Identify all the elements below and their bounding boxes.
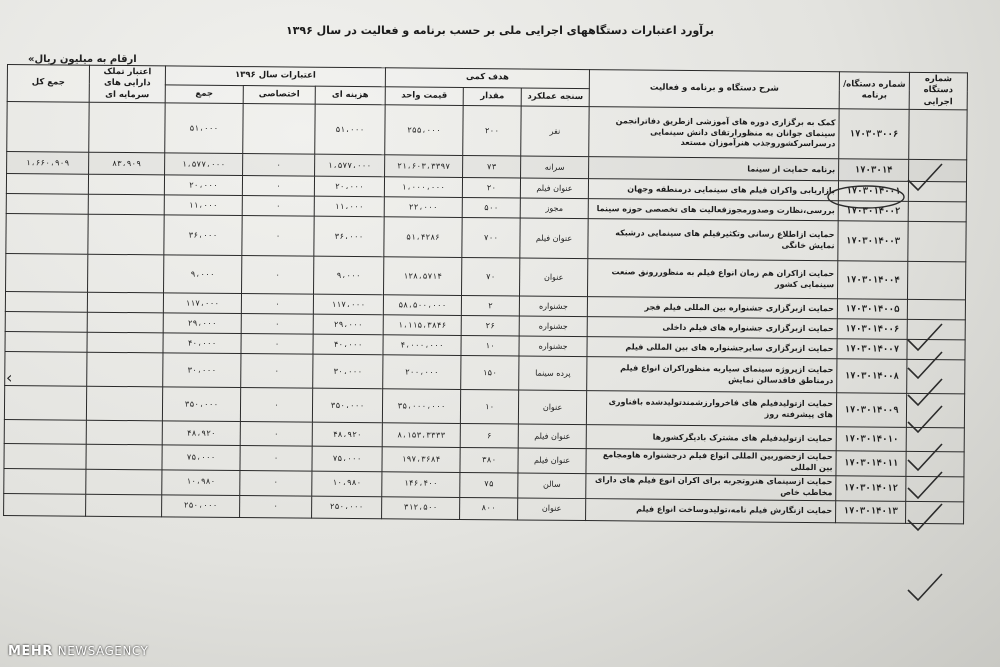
total-cell: ۵۱،۰۰۰ [165, 103, 243, 154]
measure-cell: عنوان فیلم [520, 178, 588, 199]
national-cell: ۱،۵۷۷،۰۰۰ [315, 155, 385, 178]
special-cell: ۰ [240, 495, 312, 518]
grand-total-cell [6, 254, 88, 293]
budget-table [3, 64, 968, 524]
unit-cost-cell: ۲۰۰،۰۰۰ [383, 355, 461, 390]
unit-cost-cell: ۱۹۷،۳۶۸۴ [382, 447, 460, 472]
special-cell: ۰ [241, 314, 313, 335]
table-row [7, 102, 967, 160]
quantity-cell: ۷۳ [463, 156, 521, 179]
th-description: شرح دستگاه و برنامه و فعالیت [589, 70, 839, 110]
description-cell: حمایت ازبرگزاری جشنواره های فیلم داخلی [587, 317, 837, 339]
program-no-cell: ۱۷۰۳۰۱۴۰۱۱ [836, 451, 906, 476]
quantity-cell: ۱۰ [460, 390, 518, 425]
total-cell: ۱۱۷،۰۰۰ [163, 293, 241, 314]
unit-cost-cell: ۲۱،۶۰۳،۳۳۹۷ [385, 155, 463, 178]
grand-total-cell [6, 194, 88, 215]
margin-mark: ‹ [6, 368, 13, 387]
total-cell: ۱۰،۹۸۰ [162, 470, 240, 495]
th-program-no: شماره دستگاه/ برنامه [839, 72, 909, 110]
quantity-cell: ۸۰۰ [460, 497, 518, 520]
th-measure: سنجه عملکرد [521, 88, 589, 107]
total-cell: ۱،۵۷۷،۰۰۰ [165, 153, 243, 176]
program-no-cell: ۱۷۰۳۰۱۴۰۰۳ [838, 221, 908, 262]
unit-cost-cell: ۳۵،۰۰۰،۰۰۰ [382, 389, 460, 424]
description-cell: حمایت ازحضوربین المللی انواع فیلم درجشنواره هاومجامع بین المللی [586, 449, 836, 476]
special-cell: ۰ [242, 216, 314, 257]
unit-cost-cell: ۱،۰۰۰،۰۰۰ [384, 177, 462, 198]
grand-total-cell [4, 493, 86, 516]
th-total: جمع [165, 85, 243, 104]
quantity-cell: ۲۶ [461, 316, 519, 337]
total-cell: ۳۰،۰۰۰ [163, 353, 241, 388]
description-cell: حمایت ازبرگزاری جشنواره بین المللی فیلم فجر [587, 297, 837, 319]
measure-cell: عنوان [518, 498, 586, 521]
total-cell: ۹،۰۰۰ [164, 255, 242, 294]
th-credits: اعتبارات سال ۱۳۹۶ [165, 66, 385, 87]
device-no-cell [906, 476, 964, 501]
device-no-cell [907, 300, 965, 321]
watermark-suffix: NEWSAGENCY [57, 644, 149, 658]
quantity-cell: ۲۰۰ [463, 106, 521, 157]
national-cell: ۳۶،۰۰۰ [314, 217, 384, 258]
special-cell: ۰ [240, 446, 312, 471]
measure-cell: مجوز [520, 198, 588, 219]
capital-cell [87, 293, 163, 314]
quantity-cell: ۷۰ [462, 258, 520, 297]
capital-cell [88, 195, 164, 216]
capital-cell [89, 103, 165, 154]
device-no-cell [908, 202, 966, 223]
total-cell: ۳۶،۰۰۰ [164, 215, 242, 256]
unit-cost-cell: ۵۸،۵۰۰،۰۰۰ [383, 295, 461, 316]
measure-cell: عنوان فیلم [520, 218, 588, 259]
quantity-cell: ۷۰۰ [462, 218, 520, 259]
national-cell: ۲۹،۰۰۰ [313, 315, 383, 336]
capital-cell [86, 494, 162, 517]
measure-cell: جشنواره [519, 296, 587, 317]
grand-total-cell [4, 386, 86, 421]
special-cell: ۰ [240, 422, 312, 447]
capital-cell [87, 333, 163, 354]
capital-cell [86, 387, 162, 422]
program-no-cell: ۱۷۰۳۰۱۴۰۰۹ [836, 393, 906, 428]
program-no-cell: ۱۷۰۳۰۱۴۰۱۳ [836, 500, 906, 523]
program-no-cell: ۱۷۰۳۰۱۴۰۰۷ [837, 339, 907, 360]
grand-total-cell [4, 420, 86, 445]
device-no-cell [906, 501, 964, 524]
national-cell: ۴۸،۹۲۰ [312, 423, 382, 448]
measure-cell: عنوان [518, 390, 586, 425]
special-cell [243, 104, 315, 155]
quantity-cell: ۷۵ [460, 472, 518, 497]
unit-cost-cell: ۸،۱۵۳،۳۳۳۳ [382, 423, 460, 448]
device-no-cell [907, 340, 965, 361]
grand-total-cell: ۱،۶۶۰،۹۰۹ [7, 152, 89, 175]
description-cell: بازاریابی واکران فیلم های سینمایی درمنطقه وجهان [588, 179, 838, 201]
program-no-cell: ۱۷۰۳۰۱۴۰۰۶ [837, 319, 907, 340]
measure-cell: نفر [521, 106, 589, 157]
grand-total-cell [5, 292, 87, 313]
capital-cell [88, 255, 164, 294]
grand-total-cell [6, 214, 88, 255]
th-quantity: مقدار [463, 87, 521, 106]
grand-total-cell [7, 102, 89, 153]
th-national: هزینه ای [315, 86, 385, 105]
program-no-cell: ۱۷۰۳۰۳۰۰۶ [839, 109, 909, 160]
special-cell: ۰ [242, 196, 314, 217]
document-title: برآورد اعتبارات دستگاههای اجرایی ملی بر حسب برنامه و فعالیت در سال ۱۳۹۶ [285, 24, 715, 37]
program-no-cell: ۱۷۰۳۰۱۴۰۰۱ [838, 181, 908, 202]
capital-cell [86, 421, 162, 446]
quantity-cell: ۵۰۰ [462, 198, 520, 219]
special-cell: ۰ [241, 294, 313, 315]
unit-cost-cell: ۴،۰۰۰،۰۰۰ [383, 335, 461, 356]
th-device-no: شماره دستگاه اجرایی [909, 72, 967, 110]
quantity-cell: ۲ [461, 296, 519, 317]
watermark [8, 644, 148, 659]
measure-cell: پرده سینما [519, 356, 587, 391]
special-cell: ۰ [240, 388, 312, 423]
grand-total-cell [6, 174, 88, 195]
special-cell: ۰ [242, 256, 314, 295]
grand-total-cell [5, 312, 87, 333]
description-cell: برنامه حمایت از سینما [589, 157, 839, 181]
program-no-cell: ۱۷۰۳۰۱۴۰۰۴ [838, 261, 908, 300]
description-cell: حمایت ازپروژه سینمای سیاربه منظوراکران انواع فیلم درمناطق فاقدسالن نمایش [587, 357, 837, 393]
th-grand-total: جمع کل [7, 65, 89, 103]
th-unit-cost: قیمت واحد [385, 87, 463, 106]
checkmark-icon [908, 574, 942, 600]
measure-cell: جشنواره [519, 336, 587, 357]
quantity-cell: ۶ [460, 424, 518, 449]
total-cell: ۷۵،۰۰۰ [162, 445, 240, 470]
watermark-brand: MEHR [8, 644, 53, 659]
total-cell: ۳۵۰،۰۰۰ [162, 387, 240, 422]
quantity-cell: ۱۰ [461, 336, 519, 357]
national-cell: ۱۰،۹۸۰ [312, 471, 382, 496]
device-no-cell [909, 110, 967, 161]
national-cell: ۱۱۷،۰۰۰ [313, 295, 383, 316]
unit-cost-cell: ۳۱۲،۵۰۰ [382, 496, 460, 519]
quantity-cell: ۳۸۰ [460, 448, 518, 473]
unit-cost-cell: ۲۲،۰۰۰ [384, 197, 462, 218]
th-physical-goal: هدف کمی [385, 68, 589, 88]
unit-cost-cell: ۱۲۸،۵۷۱۴ [384, 257, 462, 296]
measure-cell: جشنواره [519, 316, 587, 337]
description-cell: حمایت ازنگارش فیلم نامه،تولیدوساخت انواع فیلم [586, 498, 836, 522]
device-no-cell [908, 182, 966, 203]
total-cell: ۲۵۰،۰۰۰ [162, 494, 240, 517]
national-cell: ۳۵۰،۰۰۰ [312, 389, 382, 424]
total-cell: ۴۸،۹۲۰ [162, 421, 240, 446]
program-no-cell: ۱۷۰۳۰۱۴ [839, 159, 909, 182]
measure-cell: سرانه [521, 156, 589, 179]
special-cell: ۰ [241, 334, 313, 355]
measure-cell: سالن [518, 473, 586, 498]
measure-cell: عنوان [520, 258, 588, 297]
device-no-cell [909, 160, 967, 183]
unit-cost-cell: ۵۱،۴۲۸۶ [384, 217, 462, 258]
device-no-cell [906, 394, 964, 429]
description-cell: بررسی،نظارت وصدورمجوزفعالیت های تخصصی حوزه سینما [588, 199, 838, 221]
unit-cost-cell: ۱۴۶،۴۰۰ [382, 472, 460, 497]
device-no-cell [908, 262, 966, 301]
quantity-cell: ۱۵۰ [461, 356, 519, 391]
total-cell: ۲۰،۰۰۰ [164, 175, 242, 196]
national-cell: ۴۰،۰۰۰ [313, 335, 383, 356]
description-cell: حمایت ازسینمای هنروتجربه برای اکران انوع فیلم های دارای مخاطب خاص [586, 474, 836, 501]
grand-total-cell [4, 468, 86, 493]
measure-cell: عنوان فیلم [518, 424, 586, 449]
device-no-cell [906, 452, 964, 477]
program-no-cell: ۱۷۰۳۰۱۴۰۱۰ [836, 427, 906, 452]
device-no-cell [907, 360, 965, 395]
capital-cell: ۸۳،۹۰۹ [89, 153, 165, 176]
device-no-cell [908, 222, 966, 263]
device-no-cell [906, 428, 964, 453]
program-no-cell: ۱۷۰۳۰۱۴۰۰۵ [837, 299, 907, 320]
th-capital: اعتبار تملک دارایی های سرمایه ای [89, 65, 165, 103]
total-cell: ۱۱،۰۰۰ [164, 195, 242, 216]
unit-note: ارقام به میلیون ریال» [28, 54, 137, 65]
unit-cost-cell: ۲۵۵،۰۰۰ [385, 105, 463, 156]
capital-cell [86, 445, 162, 470]
measure-cell: عنوان فیلم [518, 448, 586, 473]
national-cell: ۲۵۰،۰۰۰ [312, 496, 382, 519]
national-cell: ۵۱،۰۰۰ [315, 105, 385, 156]
special-cell: ۰ [242, 176, 314, 197]
national-cell: ۳۰،۰۰۰ [313, 355, 383, 390]
grand-total-cell [5, 352, 87, 387]
capital-cell [87, 313, 163, 334]
national-cell: ۲۰،۰۰۰ [314, 177, 384, 198]
total-cell: ۴۰،۰۰۰ [163, 333, 241, 354]
grand-total-cell [4, 444, 86, 469]
quantity-cell: ۲۰ [462, 178, 520, 199]
device-no-cell [907, 320, 965, 341]
special-cell: ۰ [240, 471, 312, 496]
program-no-cell: ۱۷۰۳۰۱۴۰۰۲ [838, 201, 908, 222]
grand-total-cell [5, 332, 87, 353]
unit-cost-cell: ۱،۱۱۵،۳۸۴۶ [383, 315, 461, 336]
capital-cell [86, 469, 162, 494]
table-body [4, 102, 968, 524]
description-cell: حمایت ازتولیدفیلم های فاخروارزشمندتولیدشده بافناوری های پیشرفته روز [586, 391, 836, 427]
program-no-cell: ۱۷۰۳۰۱۴۰۰۸ [837, 359, 907, 394]
special-cell: ۰ [243, 154, 315, 177]
capital-cell [88, 215, 164, 256]
description-cell: حمایت ازتولیدفیلم های مشترک بادیگرکشورها [586, 425, 836, 451]
description-cell: حمایت ازبرگزاری سایرجشنواره های بین المللی فیلم [587, 337, 837, 359]
national-cell: ۷۵،۰۰۰ [312, 447, 382, 472]
description-cell: کمک به برگزاری دوره های آموزشی ازطریق دفاترانجمن سینمای جوانان به منظورارتقای دانش سینمایی درسراسرکشوروجذب هنرآموزان مستعد [589, 107, 839, 159]
total-cell: ۲۹،۰۰۰ [163, 313, 241, 334]
th-special: اختصاصی [243, 85, 315, 104]
capital-cell [87, 353, 163, 388]
capital-cell [88, 175, 164, 196]
program-no-cell: ۱۷۰۳۰۱۴۰۱۲ [836, 476, 906, 501]
national-cell: ۹،۰۰۰ [314, 257, 384, 296]
national-cell: ۱۱،۰۰۰ [314, 197, 384, 218]
special-cell: ۰ [241, 354, 313, 389]
description-cell: حمایت ازاکران هم زمان انواع فیلم به منظوررونق صنعت سینمایی کشور [588, 259, 838, 299]
description-cell: حمایت ازاطلاع رسانی وتکثیرفیلم های سینمایی درشبکه نمایش خانگی [588, 219, 838, 261]
